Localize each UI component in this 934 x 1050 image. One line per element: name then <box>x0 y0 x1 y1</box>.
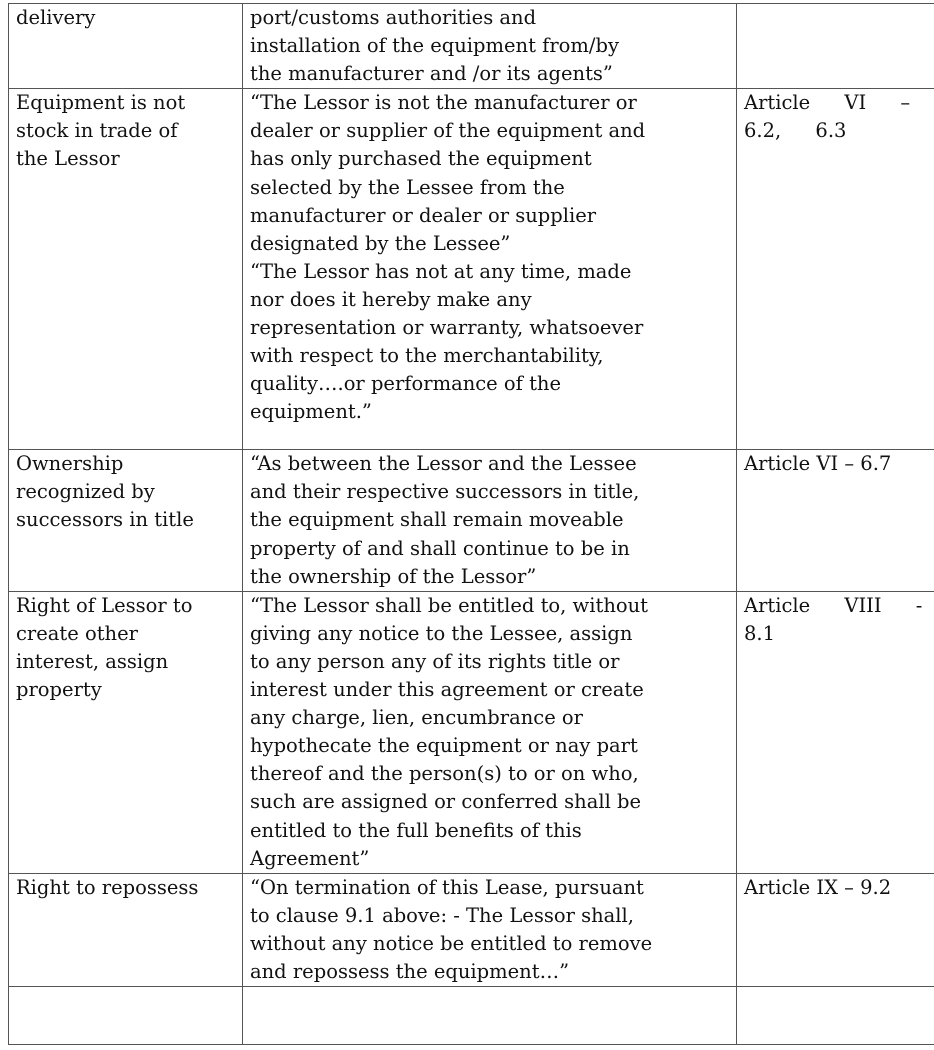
clause-line: thereof and the person(s) to or on who, <box>250 762 639 786</box>
clause-line: to clause 9.1 above: - The Lessor shall, <box>250 903 634 927</box>
reference-line: 6.2, 6.3 <box>744 119 847 143</box>
feature-line: interest, assign <box>16 649 169 673</box>
clause-line: with respect to the merchantability, <box>250 344 604 368</box>
reference-cell <box>737 450 934 591</box>
table-row <box>9 89 934 450</box>
reference-cell <box>737 591 934 873</box>
feature-line: Equipment is not <box>16 91 186 115</box>
clause-line: and their respective successors in title, <box>250 480 640 504</box>
clause-cell <box>243 4 737 89</box>
clause-line: the ownership of the Lessor” <box>250 564 537 588</box>
clause-line: selected by the Lessee from the <box>250 175 565 199</box>
clause-line: the equipment shall remain moveable <box>250 508 624 532</box>
table-row <box>9 873 934 986</box>
table-row <box>9 450 934 591</box>
clause-line: Agreement” <box>250 846 370 870</box>
feature-line: successors in title <box>16 508 194 532</box>
reference-line: 8.1 <box>744 621 776 645</box>
clause-line: such are assigned or conferred shall be <box>250 790 642 814</box>
clause-line: the manufacturer and /or its agents” <box>250 62 613 86</box>
clause-line: “The Lessor is not the manufacturer or <box>250 91 637 115</box>
table-row <box>9 987 934 1045</box>
lease-clauses-table <box>8 3 934 1045</box>
clause-line: interest under this agreement or create <box>250 678 644 702</box>
feature-line: Right of Lessor to <box>16 593 193 617</box>
clause-line: “As between the Lessor and the Lessee <box>250 452 637 476</box>
reference-line: Article IX – 9.2 <box>744 875 892 899</box>
feature-line: recognized by <box>16 480 155 504</box>
clause-line: and repossess the equipment…” <box>250 959 570 983</box>
clause-line: “On termination of this Lease, pursuant <box>250 875 644 899</box>
feature-cell <box>9 987 243 1045</box>
table-row <box>9 591 934 873</box>
clause-line: designated by the Lessee” <box>250 231 511 255</box>
clause-line: port/customs authorities and <box>250 6 537 29</box>
clause-line: to any person any of its rights title or <box>250 649 620 673</box>
clause-line: any charge, lien, encumbrance or <box>250 706 583 730</box>
clause-line: installation of the equipment from/by <box>250 34 619 58</box>
reference-cell <box>737 873 934 986</box>
reference-cell <box>737 4 934 89</box>
feature-line: Ownership <box>16 452 124 476</box>
feature-line: delivery <box>16 6 96 29</box>
feature-line: Right to repossess <box>16 875 199 899</box>
clause-line: manufacturer or dealer or supplier <box>250 203 597 227</box>
feature-cell <box>9 450 243 591</box>
reference-cell <box>737 987 934 1045</box>
clause-line: “The Lessor has not at any time, made <box>250 259 632 283</box>
feature-cell <box>9 873 243 986</box>
clause-cell <box>243 450 737 591</box>
clause-line: “The Lessor shall be entitled to, without <box>250 593 649 617</box>
clause-line: entitled to the full benefits of this <box>250 818 582 842</box>
clause-line: giving any notice to the Lessee, assign <box>250 621 633 645</box>
feature-cell <box>9 591 243 873</box>
clause-line: quality….or performance of the <box>250 372 562 396</box>
clause-line: property of and shall continue to be in <box>250 536 630 560</box>
clause-line: hypothecate the equipment or nay part <box>250 734 638 758</box>
clause-line: nor does it hereby make any <box>250 287 532 311</box>
clause-cell <box>243 591 737 873</box>
clause-line: dealer or supplier of the equipment and <box>250 119 646 143</box>
reference-line: Article VIII - <box>744 593 923 617</box>
clause-line: representation or warranty, whatsoever <box>250 316 644 340</box>
clause-cell <box>243 873 737 986</box>
feature-cell <box>9 89 243 450</box>
reference-line: Article VI – 6.7 <box>744 452 892 476</box>
table-row <box>9 4 934 89</box>
feature-line: create other <box>16 621 138 645</box>
clause-line: has only purchased the equipment <box>250 147 592 171</box>
clause-line: equipment.” <box>250 400 372 424</box>
reference-cell <box>737 89 934 450</box>
feature-line: stock in trade of <box>16 119 178 143</box>
feature-line: the Lessor <box>16 147 120 171</box>
clause-line: without any notice be entitled to remove <box>250 931 653 955</box>
reference-line: Article VI – <box>744 91 911 115</box>
feature-cell <box>9 4 243 89</box>
feature-line: property <box>16 678 102 702</box>
clause-cell <box>243 89 737 450</box>
clause-cell <box>243 987 737 1045</box>
